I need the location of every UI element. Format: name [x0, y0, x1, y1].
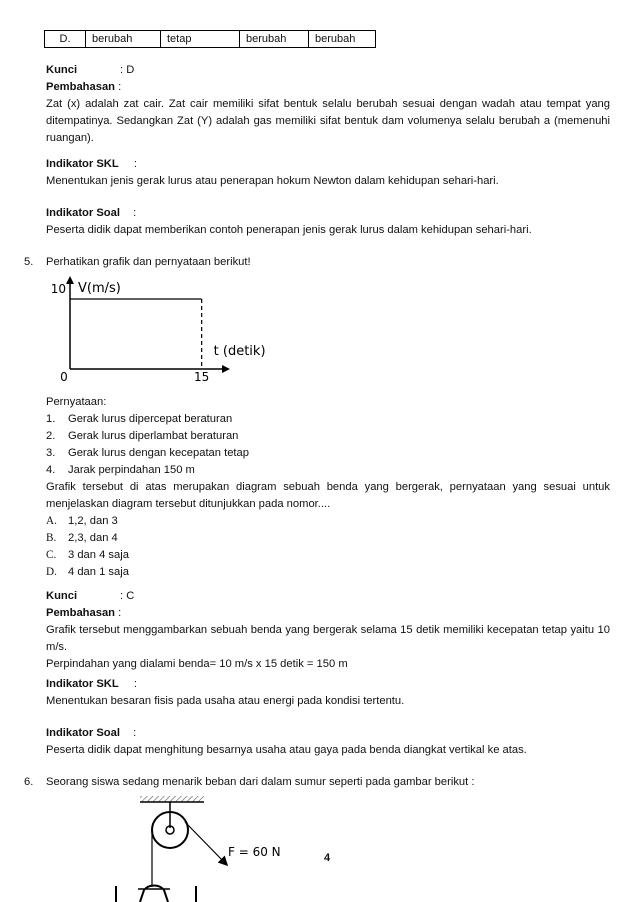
soal-colon: :: [133, 727, 137, 739]
statement-number: 4.: [46, 464, 56, 476]
pembahasan-text: Zat (x) adalah zat cair. Zat cair memiliki sifat bentuk selalu berubah sesuai dengan wadah atau tempat yang ditempatinya. Sedangkan Zat (Y) adalah gas memiliki sifat bentuk dam volumenya selalu berubah a (memenuhi ruangan).: [46, 98, 610, 144]
statements-list: [46, 411, 610, 479]
question-prompt: Seorang siswa sedang menarik beban dari dalam sumur seperti pada gambar berikut :: [46, 776, 475, 788]
question-number: 5.: [24, 256, 34, 268]
x-axis-label: t (detik): [213, 344, 266, 359]
pembahasan-text: Grafik tersebut menggambarkan sebuah benda yang bergerak selama 15 detik memiliki kecepatan tetap yaitu 10 m/s.: [46, 624, 610, 653]
list-item: [46, 428, 610, 445]
table-cell: tetap: [161, 31, 240, 48]
statement-text: Jarak perpindahan 150 m: [68, 464, 195, 476]
kunci-value: : D: [120, 64, 135, 76]
skl-heading: [46, 676, 610, 693]
skl-colon: :: [133, 158, 137, 170]
pembahasan-colon: :: [118, 607, 122, 619]
question-text: Grafik tersebut di atas merupakan diagram sebuah benda yang bergerak, pernyataan yang sesuai untuk menjelaskan diagram tersebut ditunjukkan pada nomor....: [46, 481, 610, 510]
soal-label: Indikator Soal: [46, 727, 120, 739]
kunci-value: : C: [120, 590, 135, 602]
pulley-diagram: [100, 792, 330, 902]
kunci-row: [46, 62, 610, 79]
kunci-label: Kunci: [46, 64, 78, 76]
option-letter: B.: [46, 532, 57, 544]
statement-text: Gerak lurus diperlambat beraturan: [68, 430, 239, 442]
option-text: 4 dan 1 saja: [68, 566, 129, 578]
bucket: [140, 886, 168, 902]
question-number: 6.: [24, 776, 34, 788]
list-item: [46, 411, 610, 428]
statements-title: Pernyataan:: [46, 396, 107, 408]
statement-number: 3.: [46, 447, 56, 459]
statement-number: 1.: [46, 413, 56, 425]
option-b: [46, 530, 610, 547]
statement-text: Gerak lurus dipercepat beraturan: [68, 413, 233, 425]
skl-label: Indikator SKL: [46, 678, 119, 690]
table-cell: berubah: [86, 31, 161, 48]
kunci-row: [46, 588, 610, 605]
option-text: 2,3, dan 4: [68, 532, 118, 544]
pembahasan-text-2: Perpindahan yang dialami benda= 10 m/s x 15 detik = 150 m: [46, 658, 348, 670]
soal-colon: :: [133, 207, 137, 219]
question-prompt: Perhatikan grafik dan pernyataan berikut!: [46, 256, 251, 268]
soal-heading: [46, 725, 610, 742]
statement-number: 2.: [46, 430, 56, 442]
pembahasan-label: Pembahasan: [46, 607, 116, 619]
skl-text: Menentukan besaran fisis pada usaha atau energi pada kondisi tertentu.: [46, 695, 405, 707]
y-axis-label: V(m/s): [78, 281, 121, 296]
option-d: [46, 564, 610, 581]
option-c: [46, 547, 610, 564]
soal-text: Peserta didik dapat memberikan contoh penerapan jenis gerak lurus dalam kehidupan sehari-hari.: [46, 224, 532, 236]
answer-table: [44, 30, 376, 48]
page-number: 4: [324, 852, 331, 864]
soal-label: Indikator Soal: [46, 207, 120, 219]
kunci-label: Kunci: [46, 590, 78, 602]
table-row: [45, 31, 376, 48]
origin-label: 0: [60, 370, 68, 384]
option-letter: D.: [46, 566, 57, 578]
option-text: 1,2, dan 3: [68, 515, 118, 527]
statement-text: Gerak lurus dengan kecepatan tetap: [68, 447, 249, 459]
pembahasan-heading: [46, 605, 610, 622]
skl-colon: :: [133, 678, 137, 690]
pembahasan-label: Pembahasan: [46, 81, 116, 93]
option-a: [46, 513, 610, 530]
skl-text: Menentukan jenis gerak lurus atau penerapan hokum Newton dalam kehidupan sehari-hari.: [46, 175, 499, 187]
force-label: F = 60 N: [228, 845, 281, 859]
list-item: [46, 462, 610, 479]
option-letter: A.: [46, 515, 57, 527]
table-cell: berubah: [240, 31, 309, 48]
options-list: [46, 513, 610, 581]
y-tick-label: 10: [50, 282, 66, 296]
soal-text: Peserta didik dapat menghitung besarnya usaha atau gaya pada benda diangkat vertikal ke atas.: [46, 744, 527, 756]
skl-heading: [46, 156, 610, 173]
force-arrow: [185, 822, 226, 864]
ceiling-hatch: [140, 796, 204, 802]
option-letter: C.: [46, 549, 57, 561]
table-cell: D.: [45, 31, 86, 48]
option-text: 3 dan 4 saja: [68, 549, 129, 561]
table-cell: berubah: [309, 31, 376, 48]
velocity-time-chart: [50, 274, 266, 386]
pembahasan-heading: [46, 79, 610, 96]
soal-heading: [46, 205, 610, 222]
x-tick-label: 15: [194, 370, 210, 384]
list-item: [46, 445, 610, 462]
pembahasan-colon: :: [118, 81, 122, 93]
skl-label: Indikator SKL: [46, 158, 119, 170]
